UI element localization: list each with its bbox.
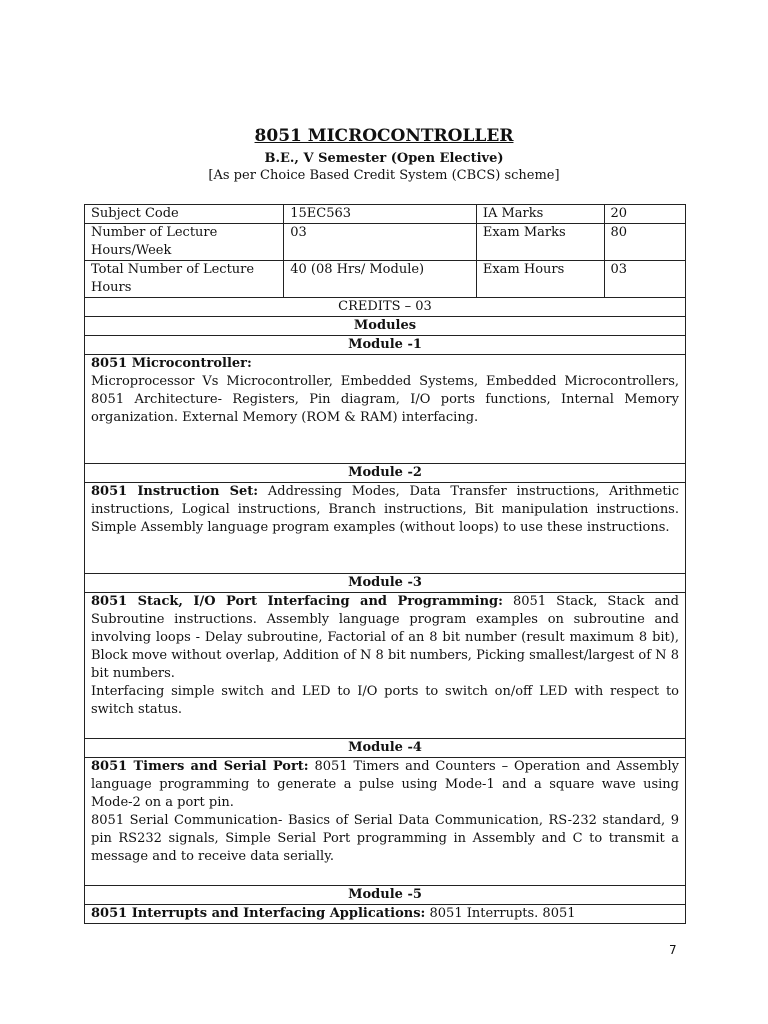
module-text: Microprocessor Vs Microcontroller, Embedded Systems, Embedded Microcontrollers, 8051 Architecture- Registers, Pin diagram, I/O ports functions, Internal Memory organization. External Memory (ROM & RAM) interfacing. <box>91 374 679 425</box>
info-value: 03 <box>604 261 685 298</box>
info-label: Subject Code <box>85 205 284 224</box>
info-value: 03 <box>284 224 477 261</box>
credits-label: CREDITS – 03 <box>85 298 686 317</box>
module-body-row <box>85 758 686 886</box>
info-label: Total Number of Lecture Hours <box>85 261 284 298</box>
module-paragraph <box>91 758 679 812</box>
module-heading: Module -4 <box>85 739 686 758</box>
module-body-row <box>85 905 686 924</box>
module-paragraph <box>91 683 679 719</box>
info-value: 80 <box>604 224 685 261</box>
module-content <box>85 905 686 924</box>
document-title: 8051 MICROCONTROLLER <box>254 126 514 146</box>
modules-heading-row <box>85 317 686 336</box>
info-value: 20 <box>604 205 685 224</box>
module-text: 8051 Interrupts. 8051 <box>429 906 576 921</box>
module-content <box>85 483 686 574</box>
module-body-row <box>85 355 686 464</box>
module-heading-row <box>85 464 686 483</box>
module-title: 8051 Stack, I/O Port Interfacing and Programming: <box>91 594 503 609</box>
module-paragraph <box>91 905 679 923</box>
module-text: 8051 Serial Communication- Basics of Serial Data Communication, RS-232 standard, 9 pin RS232 signals, Simple Serial Port programming in Assembly and C to transmit a message and to receive data serially. <box>91 813 679 864</box>
modules-heading: Modules <box>85 317 686 336</box>
info-label: Exam Hours <box>476 261 604 298</box>
credits-row <box>85 298 686 317</box>
module-paragraph <box>91 593 679 683</box>
module-heading-row <box>85 886 686 905</box>
module-text: 8051 Timers and Counters – Operation and Assembly language programming to generate a pulse using Mode-1 and a square wave using Mode-2 on a port pin. <box>91 759 679 810</box>
module-text: Addressing Modes, Data Transfer instructions, Arithmetic instructions, Logical instructions, Branch instructions, Bit manipulation instructions. Simple Assembly language program examples (without loops) to use these instructions. <box>91 484 679 535</box>
scheme-note: [As per Choice Based Credit System (CBCS) scheme] <box>208 168 560 183</box>
module-heading-row <box>85 336 686 355</box>
syllabus-table <box>84 204 686 924</box>
module-title: 8051 Timers and Serial Port: <box>91 759 309 774</box>
info-label: Exam Marks <box>476 224 604 261</box>
module-heading-row <box>85 574 686 593</box>
document-subtitle: B.E., V Semester (Open Elective) <box>264 151 504 166</box>
module-title: 8051 Microcontroller: <box>91 356 252 371</box>
module-heading: Module -2 <box>85 464 686 483</box>
info-value: 15EC563 <box>284 205 477 224</box>
info-row <box>85 224 686 261</box>
module-content <box>85 758 686 886</box>
module-paragraph <box>91 355 679 427</box>
module-text: 8051 Stack, Stack and Subroutine instructions. Assembly language program examples on subroutine and involving loops - Delay subroutine, Factorial of an 8 bit number (result maximum 8 bit), Block move without overlap, Addition of N 8 bit numbers, Picking smallest/largest of N 8 bit numbers. <box>91 594 679 681</box>
module-content <box>85 355 686 464</box>
info-row <box>85 205 686 224</box>
info-label: Number of Lecture Hours/Week <box>85 224 284 261</box>
module-heading: Module -3 <box>85 574 686 593</box>
module-title: 8051 Interrupts and Interfacing Applications: <box>91 906 426 921</box>
module-heading: Module -1 <box>85 336 686 355</box>
module-heading-row <box>85 739 686 758</box>
info-row <box>85 261 686 298</box>
module-body-row <box>85 483 686 574</box>
module-title: 8051 Instruction Set: <box>91 484 259 499</box>
info-label: IA Marks <box>476 205 604 224</box>
module-text: Interfacing simple switch and LED to I/O ports to switch on/off LED with respect to switch status. <box>91 684 679 717</box>
module-content <box>85 593 686 739</box>
page-number: 7 <box>669 943 677 957</box>
module-paragraph <box>91 812 679 866</box>
info-value: 40 (08 Hrs/ Module) <box>284 261 477 298</box>
module-heading: Module -5 <box>85 886 686 905</box>
module-body-row <box>85 593 686 739</box>
module-paragraph <box>91 483 679 537</box>
